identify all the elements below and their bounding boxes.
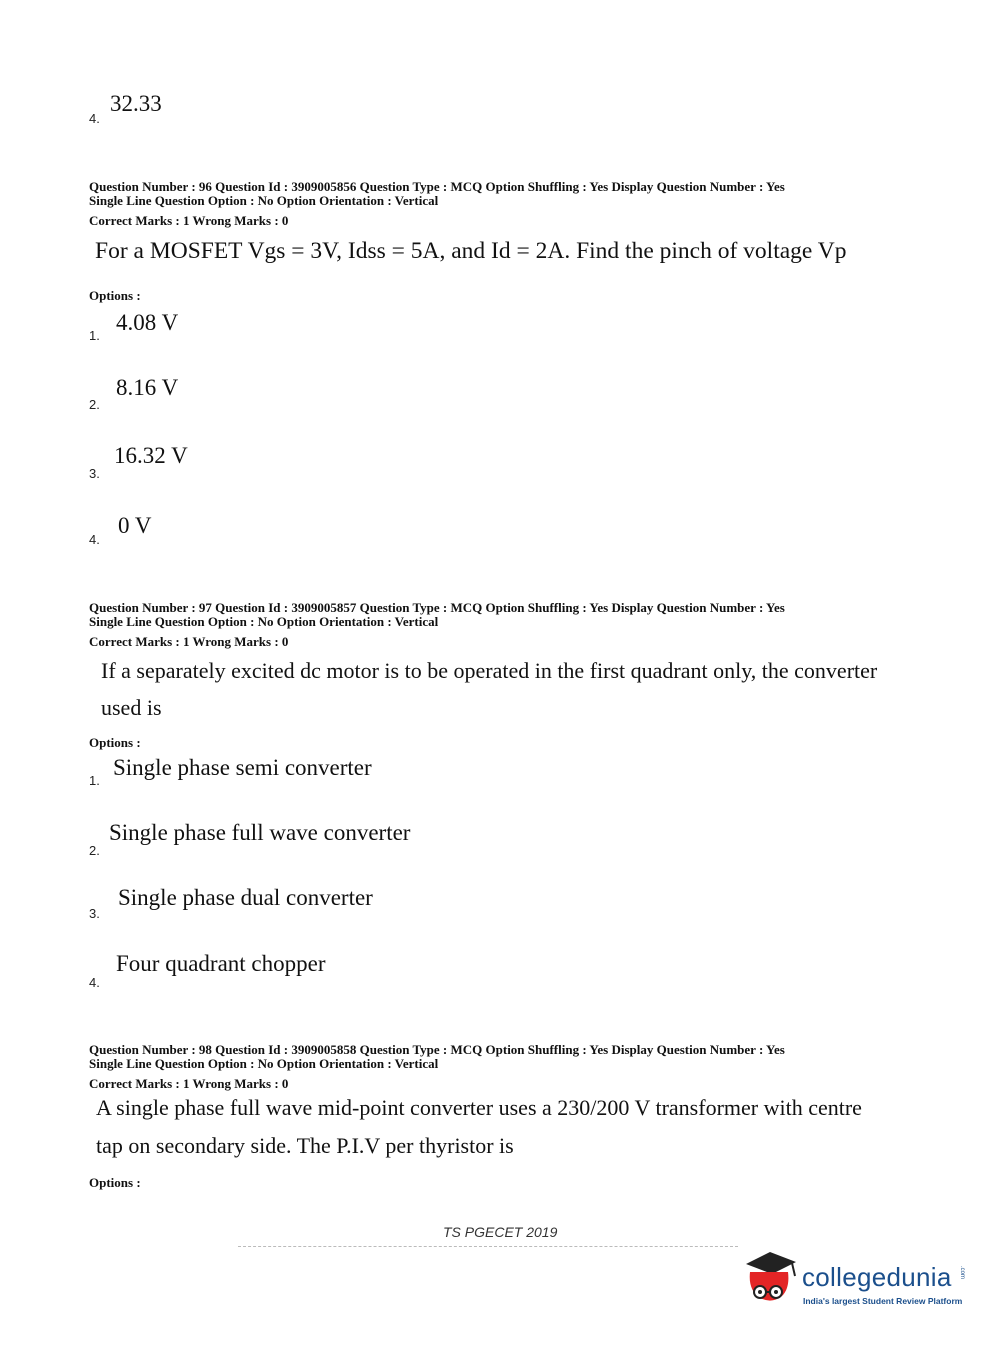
option-text: Single phase semi converter [113, 755, 372, 780]
question-marks: Correct Marks : 1 Wrong Marks : 0 [89, 1076, 289, 1091]
option-number: 2. [89, 397, 100, 412]
option-text: 0 V [118, 513, 152, 538]
question-meta: Question Number : 96 Question Id : 3909005856 Question Type : MCQ Option Shuffling : Yes Display Question Number : Yes [89, 179, 785, 194]
option-number: 4. [89, 111, 100, 126]
option-number: 2. [89, 843, 100, 858]
collegedunia-logo [740, 1246, 970, 1310]
option-number: 4. [89, 532, 100, 547]
question-text-line1: A single phase full wave mid-point converter uses a 230/200 V transformer with centre [96, 1095, 862, 1120]
option-number: 1. [89, 328, 100, 343]
question-text: For a MOSFET Vgs = 3V, Idss = 5A, and Id = 2A. Find the pinch of voltage Vp [95, 238, 847, 264]
question-meta-line2: Single Line Question Option : No Option Orientation : Vertical [89, 614, 439, 629]
option-number: 1. [89, 773, 100, 788]
option-text: 8.16 V [116, 375, 179, 400]
question-meta: Question Number : 97 Question Id : 3909005857 Question Type : MCQ Option Shuffling : Yes Display Question Number : Yes [89, 600, 785, 615]
question-text-line2: used is [101, 695, 162, 720]
option-text: Single phase dual converter [118, 885, 373, 910]
footer-divider [238, 1246, 738, 1247]
options-label: Options : [89, 1175, 141, 1190]
options-label: Options : [89, 735, 141, 750]
logo-suffix: .com [959, 1266, 965, 1280]
option-number: 4. [89, 975, 100, 990]
question-text-line1: If a separately excited dc motor is to be operated in the first quadrant only, the converter [101, 658, 878, 683]
mascot-icon [740, 1246, 800, 1308]
option-number: 3. [89, 906, 100, 921]
option-text: Four quadrant chopper [116, 951, 326, 976]
option-text: 16.32 V [114, 443, 188, 468]
option-text: 32.33 [110, 91, 162, 116]
option-text: 4.08 V [116, 310, 179, 335]
logo-wordmark: collegedunia [802, 1262, 952, 1292]
question-text-line2: tap on secondary side. The P.I.V per thyristor is [96, 1133, 514, 1158]
options-label: Options : [89, 288, 141, 303]
question-marks: Correct Marks : 1 Wrong Marks : 0 [89, 634, 289, 649]
footer-exam-name: TS PGECET 2019 [443, 1224, 558, 1240]
question-meta-line2: Single Line Question Option : No Option Orientation : Vertical [89, 193, 439, 208]
question-meta: Question Number : 98 Question Id : 3909005858 Question Type : MCQ Option Shuffling : Yes Display Question Number : Yes [89, 1042, 785, 1057]
option-number: 3. [89, 466, 100, 481]
question-marks: Correct Marks : 1 Wrong Marks : 0 [89, 213, 289, 228]
option-text: Single phase full wave converter [109, 820, 411, 845]
question-meta-line2: Single Line Question Option : No Option Orientation : Vertical [89, 1056, 439, 1071]
logo-tagline: India's largest Student Review Platform [803, 1296, 963, 1306]
